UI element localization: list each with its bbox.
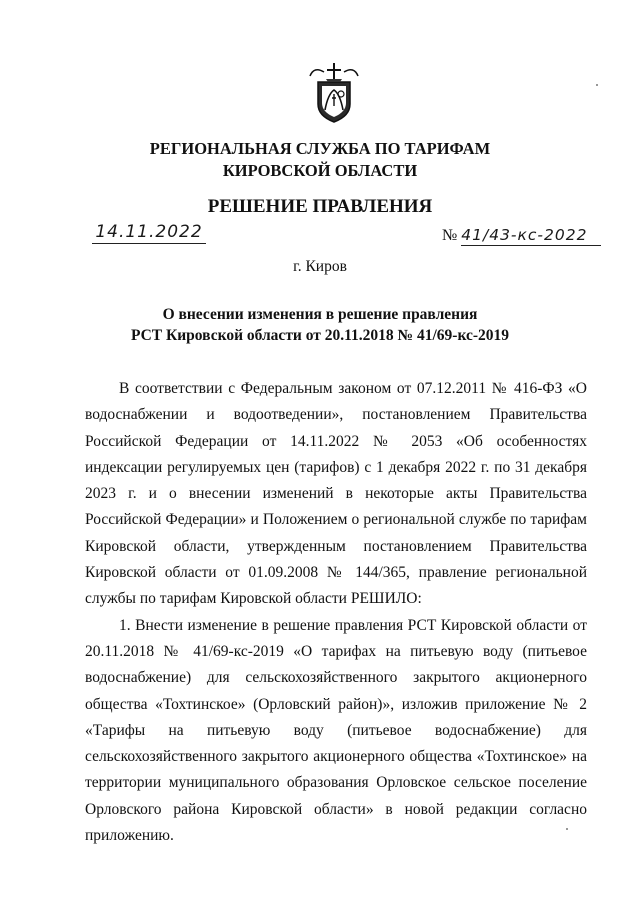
city-label: г. Киров [293, 258, 347, 275]
organization-name-line2: КИРОВСКОЙ ОБЛАСТИ [222, 161, 418, 180]
subject-line2: РСТ Кировской области от 20.11.2018 № 41/69-кс-2019 [130, 327, 510, 344]
organization-name [0, 138, 640, 182]
handwritten-number: 41/43-кс-2022 [461, 226, 601, 246]
body-paragraph-preamble: В соответствии с Федеральным законом от 07.12.2011 № 416-ФЗ «О водоснабжении и водоотведении», постановлением Правительства Российской Федерации от 14.11.2022 № 2053 «Об особенностях индексации регулируемых цен (тарифов) с 1 декабря 2022 г. по 31 декабря 2023 г. и о внесении изменений в некоторые акты Правительства Российской Федерации» и Положением о региональной службе по тарифам Кировской области, утвержденным постановлением Правительства Кировской области от 01.09.2008 № 144/365, правление региональной службы по тарифам Кировской области РЕШИЛО: [85, 380, 587, 608]
document-body [85, 376, 587, 849]
coat-of-arms-emblem [304, 60, 364, 124]
document-type-title: РЕШЕНИЕ ПРАВЛЕНИЯ [207, 196, 433, 217]
scan-speck [566, 828, 568, 830]
scan-speck [596, 84, 598, 86]
organization-name-line1: РЕГИОНАЛЬНАЯ СЛУЖБА ПО ТАРИФАМ [149, 139, 491, 158]
subject-line1: О внесении изменения в решение правления [162, 306, 478, 323]
handwritten-date: 14.11.2022 [92, 222, 206, 244]
decision-subject [0, 304, 640, 346]
number-sign: № [442, 227, 458, 244]
body-paragraph-clause-1: 1. Внести изменение в решение правления РСТ Кировской области от 20.11.2018 № 41/69-кс-2019 «О тарифах на питьевую воду (питьевое водоснабжение) для сельскохозяйственного закрытого акционерного общества «Тохтинское» (Орловский район)», изложив приложение № 2 «Тарифы на питьевую воду (питьевое водоснабжение) для сельскохозяйственного закрытого акционерного общества «Тохтинское» на территории муниципального образования Орловское сельское поселение Орловского района Кировской области» в новой редакции согласно приложению. [85, 616, 587, 845]
document-number [442, 226, 601, 246]
